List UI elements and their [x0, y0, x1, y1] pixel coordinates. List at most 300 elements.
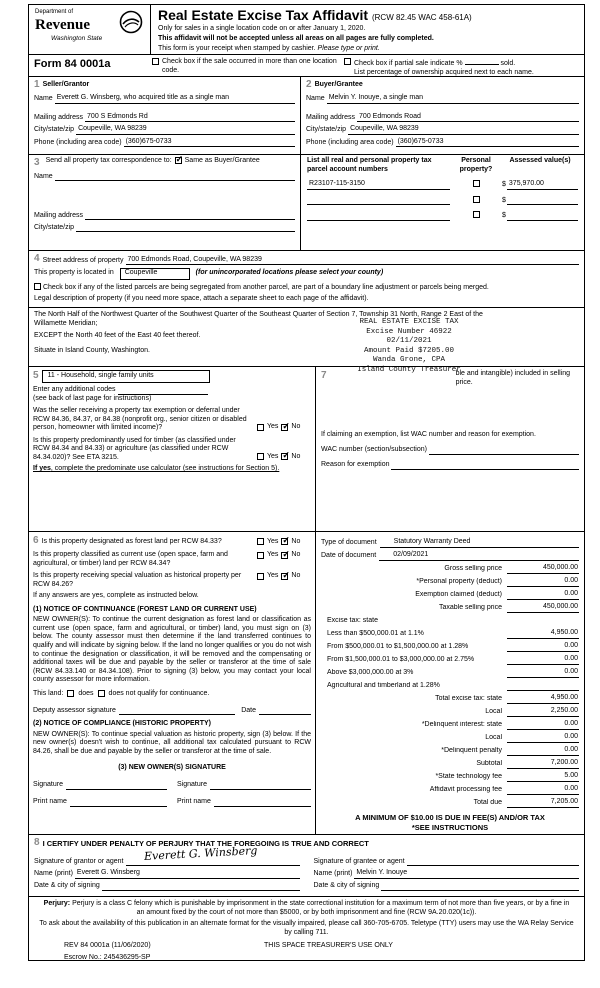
legal-description-paragraph-2: EXCEPT the North 40 feet of the East 40 feet thereof.: [34, 332, 201, 340]
grantee-date-city-label: Date & city of signing: [313, 882, 380, 890]
tax-row-personal-deduct: [321, 574, 579, 587]
buyer-mailing-label: Mailing address: [306, 113, 356, 121]
personal-property-cell: [450, 196, 502, 206]
assessed-value-cell: [502, 212, 578, 221]
s5-q2-yes-checkbox[interactable]: [257, 453, 264, 460]
assessed-value-cell: [502, 180, 578, 190]
tax-row-technology-fee: [321, 769, 579, 782]
personal-property-checkbox[interactable]: [473, 211, 480, 218]
tax-label: *State technology fee: [435, 773, 502, 781]
document-date-label: Date of document: [321, 552, 377, 560]
correspondence-name-field[interactable]: [55, 172, 295, 181]
parcel-row: [307, 211, 578, 221]
buyer-name-field[interactable]: Melvin Y. Inouye, a single man: [327, 94, 579, 104]
section-4-property: [29, 251, 584, 307]
dept-of-label: Department of: [35, 9, 74, 15]
tax-value-field[interactable]: 0.00: [507, 733, 579, 743]
tax-label: *Delinquent penalty: [441, 747, 502, 755]
tax-value-field[interactable]: 0.00: [507, 577, 579, 587]
section-2-buyer: [301, 77, 584, 154]
street-address-row: [34, 253, 579, 265]
seller-phone-label: Phone (including area code): [34, 138, 122, 146]
footer-row: [29, 940, 584, 951]
affidavit-form: [28, 4, 585, 961]
additional-codes-note: (see back of last page for instructions): [33, 394, 152, 402]
buyer-city-row: [306, 125, 579, 135]
partial-sale-label: [354, 58, 515, 69]
tax-value-field[interactable]: [507, 682, 579, 691]
correspondence-name-row: [34, 172, 295, 181]
seller-exemption-question: [33, 407, 311, 433]
segregated-label: Check box if any of the listed parcels are being segregated from another parcel, are part of a boundary line adjustment or parcels being merged.: [42, 283, 489, 291]
tax-label: *Delinquent interest: state: [421, 721, 502, 729]
grantee-print-label: Name (print): [313, 870, 353, 878]
section-3-number: 3: [34, 157, 40, 168]
dollar-sign: $: [502, 196, 506, 204]
deputy-date-label: Date: [241, 706, 256, 714]
deputy-assessor-signature-line[interactable]: [119, 706, 235, 715]
page-title-text: Real Estate Excise Tax Affidavit: [158, 7, 369, 23]
section-8-certification: [29, 834, 584, 896]
new-owner-signature-row: [33, 781, 311, 790]
buyer-phone-label: Phone (including area code): [306, 138, 394, 146]
section-7-number: 7: [321, 370, 327, 381]
grantor-signature-line[interactable]: [126, 844, 300, 866]
tax-row-bracket-4: [321, 665, 579, 678]
s6-q1-yes-checkbox[interactable]: [257, 538, 264, 545]
grantee-signature-row: [314, 857, 580, 866]
grantor-print-field[interactable]: Everett G. Winsberg: [75, 869, 300, 879]
partial-sale-checkbox[interactable]: [344, 58, 351, 65]
yes-label: Yes: [267, 537, 279, 545]
parcel-table-header: [307, 157, 578, 174]
seller-phone-row: [34, 138, 295, 148]
buyer-mailing-field[interactable]: 700 Edmonds Road: [357, 113, 579, 123]
no-label: No: [291, 572, 301, 580]
tax-row-delinquent-interest-state: [321, 717, 579, 730]
tax-label: Above $3,000,000.00 at 3%: [327, 669, 414, 677]
s6-q2-no-checkbox[interactable]: [281, 552, 288, 559]
header-note-2: This affidavit will not be accepted unless all areas on all pages are fully completed.: [158, 34, 434, 42]
personal-property-cell: [450, 211, 502, 221]
exemption-reason-field[interactable]: [391, 461, 579, 470]
no-label: No: [291, 537, 301, 545]
header-note-3-italic: Please type or print.: [317, 44, 380, 52]
legal-description-paragraph-3: Situate in Island County, Washington.: [34, 346, 150, 354]
forest-land-question-text: [33, 535, 257, 547]
tax-value-field[interactable]: 0.00: [507, 720, 579, 730]
tax-label: Less than $500,000.01 at 1.1%: [327, 630, 424, 638]
tax-label: Gross selling price: [444, 565, 502, 573]
new-owner-signature-1: [33, 781, 167, 790]
notice-continuance-body: NEW OWNER(S): To continue the current designation as forest land or classification as current use (open space, farm and agricultural, or timber) land, you must sign on (3) below. The county assessor must then determine if the land transferred continues to qualify and will indicate by signing below. If the land no longer qualifies or you do not wish to continue the designation or classification, it will be removed and the compensating or additional taxes will be due and payable by the seller or transferor at the time of sale (RCW 84.33.140 or 84.34.108). Prior to signing (3) below, you may contact your local county assessor for more information.: [33, 616, 311, 684]
yes-label: Yes: [267, 572, 279, 580]
washington-state-label: Washington State: [51, 34, 103, 42]
s5-q1-yes-checkbox[interactable]: [257, 424, 264, 431]
seller-name-label: Name: [34, 95, 53, 103]
form-number-row: [29, 55, 584, 77]
print-name-label: Print name: [33, 798, 67, 806]
tax-value-field[interactable]: 7,205.00: [507, 798, 579, 808]
legal-description-label: Legal description of property (if you need more space, attach a separate sheet to each page of the affidavit).: [34, 295, 369, 303]
print-name-label: Print name: [177, 798, 211, 806]
tax-row-taxable: [321, 600, 579, 613]
correspondence-mailing-row: [34, 211, 295, 220]
stamp-line-4: Amount Paid $7205.00: [363, 346, 454, 355]
tax-value-field[interactable]: 4,950.00: [507, 629, 579, 639]
exemption-reason-row: [321, 461, 579, 470]
multi-location-checkbox[interactable]: [152, 58, 159, 65]
correspondence-city-label: City/state/zip: [34, 223, 75, 231]
tax-value-field[interactable]: 0.00: [507, 785, 579, 795]
tax-row-total-state: [321, 691, 579, 704]
land-does-not-checkbox[interactable]: [98, 690, 105, 697]
tax-label: Agricultural and timberland at 1.28%: [327, 682, 440, 690]
grantor-date-city-row: [34, 882, 300, 891]
stamp-line-5: Wanda Grone, CPA: [372, 356, 445, 364]
tax-value-field[interactable]: 7,200.00: [507, 759, 579, 769]
parcel-number-field[interactable]: R23107-115-3150: [307, 180, 450, 190]
grantor-signature-block: [34, 844, 300, 891]
multi-location-label: Check box if the sale occurred in more than one location code.: [162, 58, 337, 74]
title-rcw: (RCW 82.45 WAC 458-61A): [371, 13, 472, 22]
personal-property-text-fragment: ble and intangible) included in selling price.: [455, 370, 570, 386]
section-2-number: 2: [306, 79, 312, 90]
grantor-signature-row: [34, 844, 300, 866]
street-address-field[interactable]: 700 Edmonds Road, Coupeville, WA 98239: [126, 256, 346, 266]
legal-description-paragraph-1: The North Half of the Northwest Quarter of the Southwest Quarter of the Southeast Quarter of Section 7, Township 31 North, Range 2 East of the Willamette Meridian;: [34, 311, 483, 327]
seller-exemption-yn: [257, 423, 311, 433]
seller-city-label: City/state/zip: [34, 126, 75, 134]
tax-value-field[interactable]: 5.00: [507, 772, 579, 782]
new-owner-signature-line-1[interactable]: [66, 781, 167, 790]
unincorporated-note: (for unincorporated locations please select your county): [195, 269, 384, 277]
current-use-question: [33, 551, 311, 568]
grantor-date-city-field[interactable]: [102, 882, 300, 891]
correspondence-mailing-field[interactable]: [85, 211, 295, 220]
deputy-date-field[interactable]: [259, 706, 311, 715]
parcel-row: [307, 180, 578, 190]
tax-label: Local: [485, 734, 502, 742]
tax-label: *Personal property (deduct): [416, 578, 502, 586]
grantor-signature-label: Signature of grantor or agent: [34, 857, 124, 865]
tax-row-gross: [321, 561, 579, 574]
classification-tax-row: [29, 531, 584, 834]
partial-sale-line: [344, 58, 579, 69]
grantee-date-city-row: [314, 882, 580, 891]
tax-row-local: [321, 704, 579, 717]
section-8-number: 8: [34, 837, 40, 848]
rev-number: REV 84 0001a (11/06/2020): [64, 942, 151, 949]
alternate-format-note: To ask about the availability of this publication in an alternate format for the visually impaired, please call 360-705-6705. Teletype (TTY) users may use the WA Relay Service by calling 711.: [39, 920, 574, 936]
section-1-seller: [29, 77, 301, 154]
if-yes-rest: , complete the predominate use calculator (see instructions for Section 5).: [50, 465, 280, 473]
escrow-number: Escrow No.: 245436295-SP: [64, 953, 151, 961]
header-note-1: Only for sales in a single location code on or after January 1, 2020.: [158, 24, 366, 32]
s6-q2-yes-checkbox[interactable]: [257, 552, 264, 559]
stamp-line-3: 02/11/2021: [386, 337, 432, 345]
land-does-label: does: [78, 689, 94, 697]
page-title: [158, 8, 577, 23]
same-as-buyer-label: Same as Buyer/Grantee: [184, 157, 260, 164]
parcel-row: [307, 196, 578, 206]
located-in-label: This property is located in: [34, 269, 114, 277]
certification-statement: I CERTIFY UNDER PENALTY OF PERJURY THAT THE FOREGOING IS TRUE AND CORRECT: [42, 839, 369, 848]
section-6-number: 6: [33, 535, 39, 546]
use-code-personal-property-row: [29, 367, 584, 531]
current-use-yn: [257, 551, 311, 561]
grantee-print-field[interactable]: Melvin Y. Inouye: [354, 869, 579, 879]
s5-q2-no-checkbox[interactable]: [281, 453, 288, 460]
notice-continuance-title: (1) NOTICE OF CONTINUANCE (FOREST LAND OR CURRENT USE): [33, 605, 257, 613]
parcel-table: [301, 155, 584, 250]
new-owner-signature-line-2[interactable]: [210, 781, 311, 790]
buyer-title: Buyer/Grantee: [314, 81, 363, 88]
timber-agriculture-question-text: Is this property predominantly used for timber (as classified under RCW 84.34 and 84.33) or agriculture (as classified under RCW 84.34.020)? See ETA 3215.: [33, 436, 236, 461]
tax-label: Subtotal: [476, 760, 502, 768]
treasurer-stamp: [332, 318, 486, 375]
parcel-number-field[interactable]: [307, 212, 450, 221]
forest-land-question-label: Is this property designated as forest land per RCW 84.33?: [41, 538, 222, 545]
personal-property-column-header: Personal property?: [459, 157, 493, 173]
tax-value-field[interactable]: 0.00: [507, 590, 579, 600]
revenue-wordmark: Revenue: [35, 17, 90, 34]
additional-codes-field[interactable]: [118, 386, 208, 395]
s6-q1-no-checkbox[interactable]: [281, 538, 288, 545]
correspondence-city-field[interactable]: [76, 223, 295, 232]
if-yes-bold: If yes: [33, 465, 51, 473]
wac-number-label: WAC number (section/subsection): [321, 446, 427, 454]
new-owner-print-1: [33, 798, 167, 807]
forest-land-question: [33, 535, 311, 547]
tax-label: Total due: [473, 799, 502, 807]
tax-row-bracket-3: [321, 652, 579, 665]
located-in-field[interactable]: Coupeville: [120, 268, 190, 280]
tax-label: Affidavit processing fee: [429, 786, 502, 794]
section-5-number: 5: [33, 370, 39, 381]
timber-agriculture-question: [33, 437, 311, 463]
revenue-logo: [29, 5, 151, 54]
seller-mailing-row: [34, 113, 295, 123]
deputy-assessor-label: Deputy assessor signature: [33, 706, 116, 714]
correspondence-name-label: Name: [34, 172, 53, 180]
buyer-name-label: Name: [306, 95, 325, 103]
grantor-print-label: Name (print): [34, 870, 73, 878]
seller-name-row: [34, 94, 295, 104]
personal-property-checkbox[interactable]: [473, 180, 480, 187]
land-qualify-row: [33, 690, 311, 699]
tax-label: Taxable selling price: [438, 604, 502, 612]
buyer-mailing-row: [306, 113, 579, 123]
yes-label: Yes: [267, 423, 279, 431]
land-does-checkbox[interactable]: [67, 690, 74, 697]
assessed-value-cell: [502, 196, 578, 205]
tax-label: Excise tax: state: [327, 617, 378, 625]
deputy-assessor-row: [33, 706, 311, 715]
grantee-signature-label: Signature of grantee or agent: [313, 857, 405, 865]
perjury-paragraph: [39, 900, 574, 917]
header-note-3: [158, 45, 577, 54]
section-5-use-code: [29, 367, 316, 531]
tax-value-field[interactable]: 0.00: [507, 668, 579, 678]
buyer-city-label: City/state/zip: [306, 126, 347, 134]
tax-value-field[interactable]: 0.00: [507, 746, 579, 756]
buyer-phone-field[interactable]: (360)675-0733: [396, 138, 579, 148]
if-any-yes-note: If any answers are yes, complete as instructed below.: [33, 592, 199, 600]
seller-buyer-row: [29, 77, 584, 155]
ownership-percentage-note: List percentage of ownership acquired next to each name.: [354, 68, 534, 76]
signature-label: Signature: [33, 781, 63, 789]
document-type-label: Type of document: [321, 539, 377, 547]
s5-q1-no-checkbox[interactable]: [281, 424, 288, 431]
seller-mailing-field[interactable]: 700 S Edmonds Rd: [85, 113, 295, 123]
tax-row-exemption-deduct: [321, 587, 579, 600]
tax-label: Local: [485, 708, 502, 716]
exemption-reason-label: Reason for exemption: [321, 461, 390, 469]
predominate-use-note: [33, 465, 311, 474]
tax-row-processing-fee: [321, 782, 579, 795]
grantor-print-row: [34, 869, 300, 879]
section-4-number: 4: [34, 253, 40, 264]
additional-codes-row: [33, 386, 311, 395]
s6-q3-yes-checkbox[interactable]: [257, 573, 264, 580]
assessed-value-field[interactable]: [507, 212, 578, 221]
wac-number-field[interactable]: [429, 446, 579, 455]
seller-title: Seller/Grantor: [42, 81, 90, 88]
section-1-number: 1: [34, 79, 40, 90]
no-label: No: [291, 551, 301, 559]
buyer-name-row: [306, 94, 579, 104]
seller-city-field[interactable]: Coupeville, WA 98239: [76, 125, 295, 135]
correspondence-mailing-label: Mailing address: [34, 211, 84, 219]
this-land-label: This land:: [33, 689, 64, 697]
yes-label: Yes: [267, 551, 279, 559]
buyer-city-field[interactable]: Coupeville, WA 98239: [348, 125, 579, 135]
historic-property-question: [33, 572, 311, 589]
partial-sale-label-post: sold.: [500, 60, 516, 67]
tax-value-field[interactable]: 0.00: [507, 642, 579, 652]
assessed-value-field[interactable]: [507, 196, 578, 205]
tax-row-delinquent-interest-local: [321, 730, 579, 743]
additional-codes-label: Enter any additional codes: [33, 386, 116, 393]
buyer-phone-row: [306, 138, 579, 148]
correspondence-city-row: [34, 223, 295, 232]
document-date-row: [321, 548, 579, 561]
tax-label: Exemption claimed (deduct): [415, 591, 502, 599]
multi-location-check-group: [152, 58, 344, 75]
land-use-code-field[interactable]: 11 - Household, single family units: [42, 370, 210, 383]
parcel-column-header: List all real and personal property tax parcel account numbers: [307, 157, 432, 173]
located-in-row: [34, 268, 579, 280]
segregated-row: [34, 283, 579, 293]
seller-mailing-label: Mailing address: [34, 113, 84, 121]
new-owner-signature-2: [177, 781, 311, 790]
perjury-bold: Perjury:: [43, 900, 71, 907]
tax-computation: [316, 532, 584, 834]
new-owner-print-row: [33, 798, 311, 807]
new-owner-print-2: [177, 798, 311, 807]
grantee-signature-line[interactable]: [407, 857, 579, 866]
form-number: Form 84 0001a: [34, 58, 111, 70]
notice-compliance-body: NEW OWNER(S): To continue special valuation as historic property, sign (3) below. If the new owner(s) doesn't wish to continue, all additional tax calculated pursuant to RCW 84.26, shall be due and payable by the seller or transferor at the time of sale.: [33, 730, 311, 755]
signature-label: Signature: [177, 781, 207, 789]
send-correspondence-label: Send all property tax correspondence to:: [45, 157, 172, 164]
historic-property-question-text: Is this property receiving special valuation as historical property per RCW 84.26?: [33, 572, 242, 588]
legal-description-box[interactable]: [29, 307, 584, 367]
notice-compliance-title: (2) NOTICE OF COMPLIANCE (HISTORIC PROPERTY): [33, 720, 211, 728]
segregated-checkbox[interactable]: [34, 283, 41, 290]
title-block: [151, 5, 584, 54]
tax-label: From $1,500,000.01 to $3,000,000.00 at 2.75%: [327, 656, 475, 664]
street-address-field-extra[interactable]: [346, 256, 580, 265]
revenue-swirl-icon: [119, 10, 143, 38]
same-as-buyer-checkbox[interactable]: [175, 157, 182, 164]
forest-land-yn: [257, 538, 311, 548]
stamp-line-2: Excise Number 46922: [366, 327, 452, 336]
new-owner-print-line-2[interactable]: [214, 798, 311, 807]
tax-value-field[interactable]: 0.00: [507, 655, 579, 665]
tax-row-total-due: [321, 795, 579, 808]
document-type-field[interactable]: Statutory Warranty Deed: [380, 538, 579, 548]
seller-name-field[interactable]: Everett G. Winsberg, who acquired title as a single man: [55, 94, 295, 104]
grantor-handwritten-signature: Everett G. Winsberg: [143, 844, 258, 864]
tax-value-field[interactable]: 4,950.00: [507, 694, 579, 704]
tax-row-delinquent-penalty: [321, 743, 579, 756]
section-7-personal-property: [316, 367, 584, 531]
no-label: No: [291, 452, 301, 460]
tax-row-bracket-2: [321, 639, 579, 652]
tax-value-field[interactable]: 2,250.00: [507, 707, 579, 717]
minimum-fee-note: A MINIMUM OF $10.00 IS DUE IN FEE(S) AND/OR TAX: [355, 813, 545, 822]
dollar-sign: $: [502, 181, 506, 189]
personal-property-cell: [450, 180, 502, 190]
document-type-row: [321, 535, 579, 548]
grantee-signature-block: [314, 849, 580, 891]
section-3-correspondence: [29, 155, 301, 250]
seller-exemption-question-text: Was the seller receiving a property tax exemption or deferral under RCW 84.36, 84.37, or 84.38 (nonprofit org., senior citizen or disabled person, homeowner with limited income)?: [33, 407, 247, 432]
see-instructions-note: *SEE INSTRUCTIONS: [411, 823, 489, 833]
timber-agriculture-yn: [257, 453, 311, 463]
partial-sale-label-pre: Check box if partial sale indicate %: [354, 60, 463, 67]
tax-value-field[interactable]: 450,000.00: [507, 603, 579, 613]
new-owner-signature-title: (3) NEW OWNER(S) SIGNATURE: [118, 764, 226, 772]
perjury-notice: [29, 896, 584, 940]
yes-label: Yes: [267, 452, 279, 460]
grantee-print-row: [314, 869, 580, 879]
assessed-value-field[interactable]: 375,970.00: [507, 180, 578, 190]
grantee-date-city-field[interactable]: [381, 882, 579, 891]
partial-sale-percent-field[interactable]: [465, 58, 499, 65]
tax-value-field[interactable]: 450,000.00: [507, 564, 579, 574]
s6-q3-no-checkbox[interactable]: [281, 573, 288, 580]
stamp-line-6: Island County Treasurer: [357, 365, 461, 374]
form-header: [29, 5, 584, 55]
personal-property-checkbox[interactable]: [473, 196, 480, 203]
seller-city-row: [34, 125, 295, 135]
tax-row-excise-state: [321, 613, 579, 626]
new-owner-print-line-1[interactable]: [70, 798, 167, 807]
exemption-claim-note: If claiming an exemption, list WAC number and reason for exemption.: [321, 431, 536, 439]
tax-row-bracket-1: [321, 626, 579, 639]
document-date-field[interactable]: 02/09/2021: [379, 551, 579, 561]
seller-phone-field[interactable]: (360)675-0733: [124, 138, 295, 148]
current-use-question-text: Is this property classified as current use (open space, farm and agricultural, or timber) land per RCW 84.34?: [33, 551, 228, 567]
no-label: No: [291, 423, 301, 431]
perjury-text: Perjury is a class C felony which is punishable by imprisonment in the state correctional institution for a maximum term of not more than five years, or by a fine in an amount fixed by the court of not more than $5000, or by both imprisonment and fine (RCW 9A.20.020(1c)).: [72, 900, 570, 916]
dollar-sign: $: [502, 212, 506, 220]
treasurer-use-label: THIS SPACE TREASURER'S USE ONLY: [264, 942, 393, 949]
parcel-number-field[interactable]: [307, 196, 450, 205]
